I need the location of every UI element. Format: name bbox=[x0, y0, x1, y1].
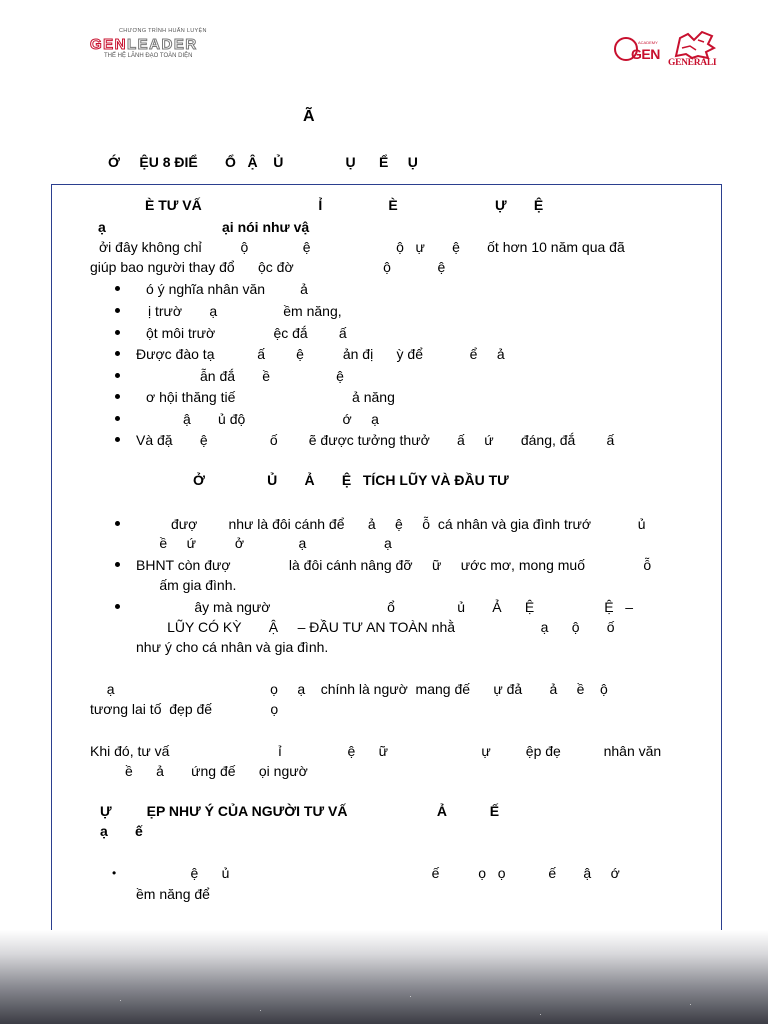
bullet-icon bbox=[115, 351, 120, 356]
section1-intro-line2: giúp bao người thay đổ ộc đờ ộ ệ bbox=[90, 259, 446, 275]
bullet-icon bbox=[115, 373, 120, 378]
section1-bullet: ơ hội thăng tiế ả năng bbox=[146, 389, 395, 405]
section1-bullet: ẫn đắ ề ệ bbox=[200, 368, 344, 384]
bullet-icon bbox=[115, 394, 120, 399]
section2-bullet2-line2: ấm gia đình. bbox=[136, 577, 237, 593]
section1-bullet: ị trườ ạ ềm năng, bbox=[148, 303, 342, 319]
section1-heading: È TƯ VẤ Ỉ È Ự Ệ bbox=[145, 197, 544, 213]
section1-intro-line1: ởi đây không chỉ ộ ệ ộ ự ệ ốt hơn 10 năm qua đã bbox=[99, 239, 625, 255]
paragraph1-line1: ạ ọ ạ chính là ngườ mang đế ự đả ả ề ộ bbox=[99, 681, 608, 697]
generali-logo-text: GENERALI bbox=[668, 58, 717, 68]
section2-bullet1-line1: đượ như là đôi cánh để ả ệ ỗ cá nhân và gia đình trướ ủ bbox=[136, 516, 646, 532]
bullet-icon bbox=[115, 521, 120, 526]
bullet-icon bbox=[115, 562, 120, 567]
section1-bullet: ậ ủ độ ớ ạ bbox=[183, 411, 379, 427]
page-subtitle: Ớ ỆU 8 ĐIỂ Ổ Ậ Ủ Ụ Ể Ụ bbox=[108, 154, 418, 170]
section1-bullet: ó ý nghĩa nhân văn ả bbox=[146, 281, 308, 297]
section1-bullet: Và đặ ệ ố ẽ được tưởng thưở ấ ứ đáng, đắ ấ bbox=[136, 432, 615, 448]
bullet-icon bbox=[115, 286, 120, 291]
bullet-icon bbox=[115, 308, 120, 313]
section1-heading2-a: ạ bbox=[98, 219, 106, 235]
bullet-icon bbox=[115, 437, 120, 442]
bullet-icon bbox=[115, 604, 120, 609]
paragraph1-line2: tương lai tố đẹp đế ọ bbox=[90, 701, 279, 717]
gen-academy-small-text: ACADEMY bbox=[638, 40, 658, 45]
gen-academy-letters: GEN bbox=[631, 46, 660, 62]
section3-heading: Ự ẸP NHƯ Ý CỦA NGƯỜI TƯ VẤ Ả Ế bbox=[100, 803, 500, 819]
bullet-icon bbox=[115, 330, 120, 335]
genleader-logo-gen: GEN bbox=[90, 36, 128, 53]
section2-bullet1-line2: ề ứ ở ạ ạ bbox=[136, 535, 392, 551]
section1-bullet: Được đào tạ ấ ệ ản đị ỳ để ể ả bbox=[136, 346, 505, 362]
bullet-icon bbox=[115, 416, 120, 421]
section1-bullet: ột môi trườ ệc đắ ấ bbox=[146, 325, 347, 341]
bullet-icon: • bbox=[112, 866, 117, 880]
section3-heading2: ạ ế bbox=[100, 823, 143, 839]
footer-background bbox=[0, 930, 768, 1024]
section2-bullet3-line1: ây mà ngườ ổ ủ Ả Ệ Ệ – bbox=[136, 599, 634, 615]
paragraph2-line1: Khi đó, tư vấ ỉ ệ ữ ự ệp đẹ nhân văn bbox=[90, 743, 662, 759]
section2-bullet2-line1: BHNT còn đượ là đôi cánh nâng đỡ ữ ước mơ, mong muố ỗ bbox=[136, 557, 652, 573]
genleader-tagline: CHƯƠNG TRÌNH HUẤN LUYỆN bbox=[119, 28, 207, 34]
section2-bullet3-line2: LŨY CÓ KỲ Ậ – ĐẦU TƯ AN TOÀN nhằ ạ ộ ố bbox=[136, 619, 615, 635]
paragraph2-line2: ề ả ứng đế ọi ngườ bbox=[90, 763, 308, 779]
section2-heading: Ở Ủ Ả Ệ TÍCH LŨY VÀ ĐẦU TƯ bbox=[193, 472, 509, 488]
genleader-logo-leader: LEADER bbox=[127, 36, 198, 53]
section2-bullet3-line3: như ý cho cá nhân và gia đình. bbox=[136, 639, 329, 655]
section3-bullet-line2: ềm năng để bbox=[136, 886, 210, 902]
gen-academy-logo bbox=[614, 37, 662, 63]
section3-bullet-line1: ệ ủ ế ọ ọ ế ậ ớ bbox=[136, 865, 620, 881]
genleader-subtitle: THẾ HỆ LÃNH ĐẠO TOÀN DIỆN bbox=[104, 53, 193, 59]
page-title: Ã bbox=[303, 108, 315, 125]
genleader-logo bbox=[90, 36, 198, 53]
section1-heading2-b: ại nói như vậ bbox=[222, 219, 310, 235]
